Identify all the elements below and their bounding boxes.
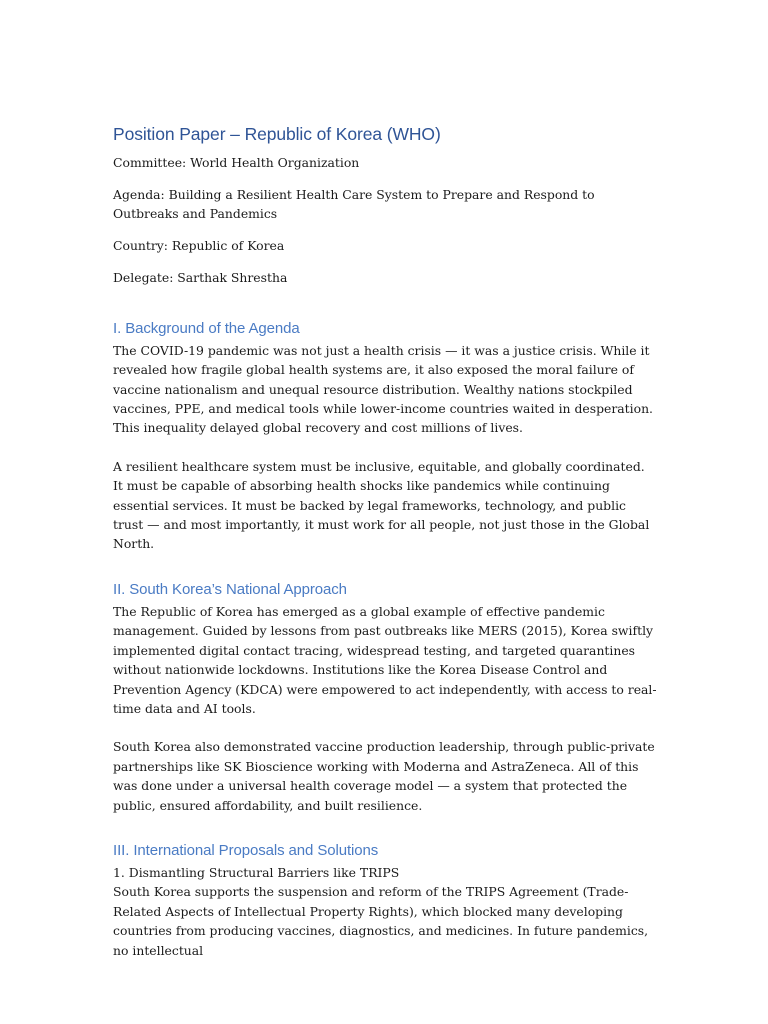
section-national-approach	[113, 579, 658, 815]
body-paragraph: South Korea supports the suspension and reform of the TRIPS Agreement (Trade-Related Aspects of Intellectual Property Rights), which blocked many developing countries from producing vaccines, diagnostics, and medicines. In future pandemics, no intellectual	[113, 884, 649, 958]
section-heading: III. International Proposals and Solutions	[113, 841, 379, 859]
body-paragraph: The Republic of Korea has emerged as a global example of effective pandemic management. Guided by lessons from past outbreaks like MERS (2015), Korea swiftly implemented digital contact tracing, widespread testing, and targeted quarantines without nationwide lockdowns. Institutions like the Korea Disease Control and Prevention Agency (KDCA) were empowered to act independently, with access to real-time data and AI tools.	[113, 603, 657, 716]
body-paragraph: A resilient healthcare system must be inclusive, equitable, and globally coordinated. It must be capable of absorbing health shocks like pandemics while continuing essential services. It must be backed by legal frameworks, technology, and public trust — and most importantly, it must work for all people, not just those in the Global North.	[113, 458, 650, 552]
body-paragraph: South Korea also demonstrated vaccine production leadership, through public-private partnerships like SK Bioscience working with Moderna and AstraZeneca. All of this was done under a universal health coverage model — a system that protected the public, ensured affordability, and built resilience.	[113, 739, 655, 813]
subsection-heading: 1. Dismantling Structural Barriers like TRIPS	[113, 864, 400, 880]
section-heading: II. South Korea’s National Approach	[113, 580, 347, 598]
section-background	[113, 318, 658, 554]
document-meta	[113, 153, 658, 288]
meta-agenda: Agenda: Building a Resilient Health Care System to Prepare and Respond to Outbreaks and Pandemics	[113, 187, 595, 222]
document-title: Position Paper – Republic of Korea (WHO)	[113, 124, 441, 144]
meta-country: Country: Republic of Korea	[113, 238, 285, 254]
section-international-proposals	[113, 840, 658, 960]
meta-committee: Committee: World Health Organization	[113, 155, 360, 170]
meta-delegate: Delegate: Sarthak Shrestha	[113, 270, 288, 286]
section-heading: I. Background of the Agenda	[113, 319, 300, 337]
document-body	[113, 120, 658, 960]
body-paragraph: The COVID-19 pandemic was not just a health crisis — it was a justice crisis. While it revealed how fragile global health systems are, it also exposed the moral failure of vaccine nationalism and unequal resource distribution. Wealthy nations stockpiled vaccines, PPE, and medical tools while lower-income countries waited in desperation. This inequality delayed global recovery and cost millions of lives.	[113, 342, 653, 436]
